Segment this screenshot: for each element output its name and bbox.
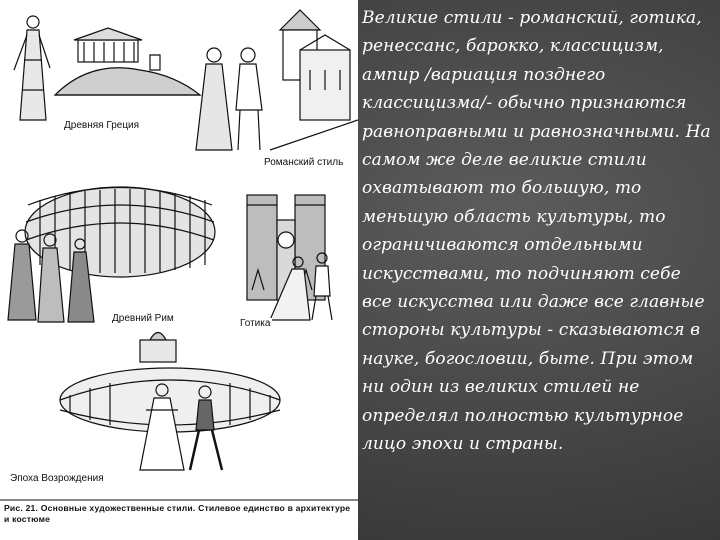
- greek-figure: [14, 16, 50, 120]
- art-styles-illustration: [0, 0, 358, 540]
- romanesque-figures: [196, 48, 262, 150]
- label-romanesque: Романский стиль: [264, 157, 344, 168]
- label-gothic: Готика: [240, 318, 271, 329]
- romanesque-castle: [270, 10, 358, 150]
- acropolis-drawing: [55, 28, 200, 95]
- label-ancient-rome: Древний Рим: [112, 313, 174, 324]
- figure-caption: Рис. 21. Основные художественные стили. Стилевое единство в архитектуре и костюме: [4, 503, 351, 524]
- label-ancient-greece: Древняя Греция: [64, 120, 140, 131]
- body-text: Великие стили - романский, готика, ренессанс, барокко, классицизм, ампир /вариация позднего классицизма/- обычно признаются равноправными и равнозначными. На самом же деле великие стили охватывают то большую, то меньшую область культуры, то ограничиваются отдельными искусствами, то подчиняют себе все искусства или даже все главные стороны культуры - сказываются в науке, богословии, быте. При этом ни один из великих стилей не определял полностью культурное лицо эпохи и страны.: [362, 8, 711, 455]
- label-renaissance: Эпоха Возрождения: [10, 473, 104, 484]
- illustration-panel: [0, 0, 358, 540]
